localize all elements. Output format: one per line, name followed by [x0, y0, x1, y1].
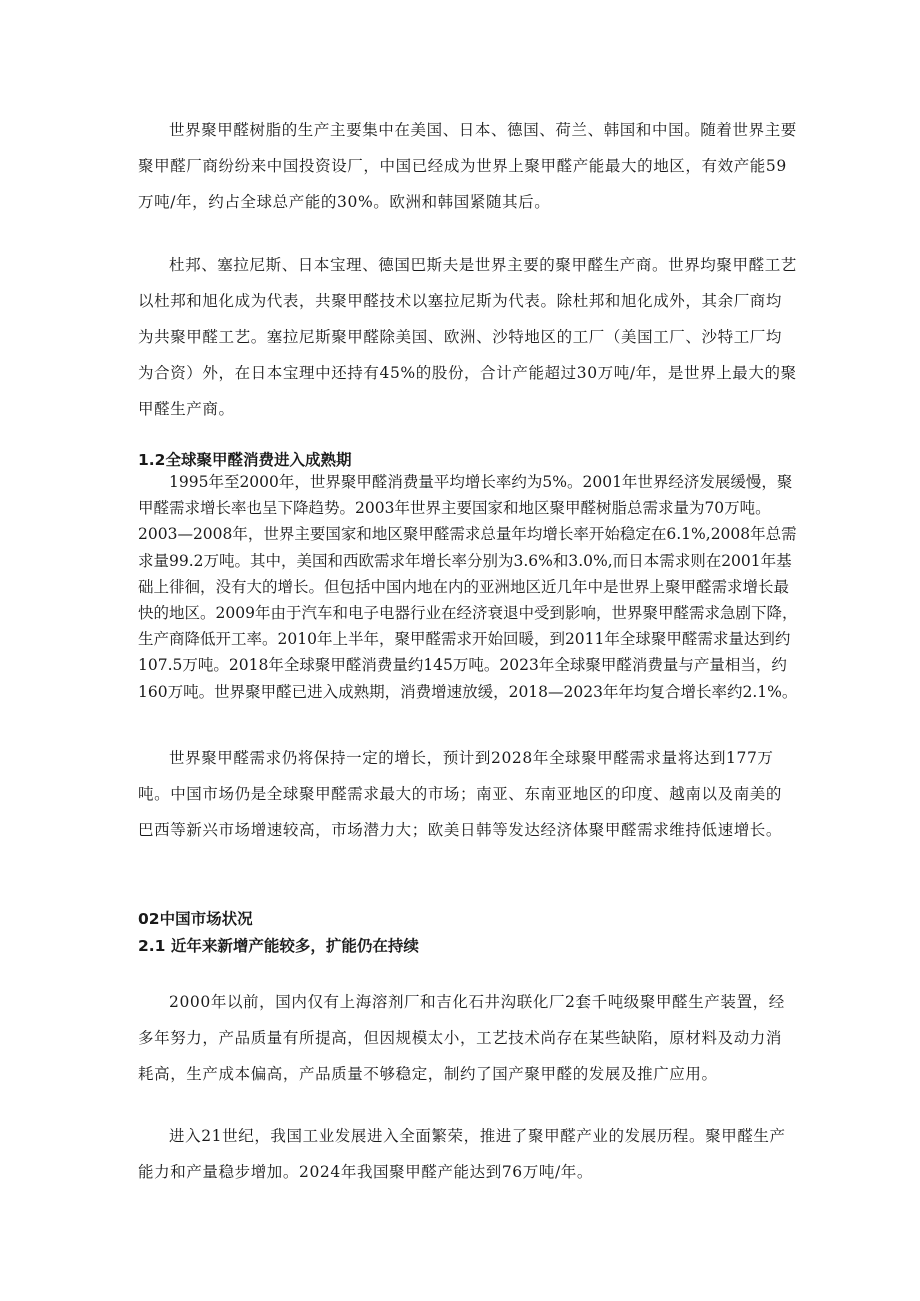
section-number: 1.2: [138, 451, 166, 469]
section-title: 近年来新增产能较多，扩能仍在持续: [165, 936, 419, 955]
section-heading-2-1: [138, 934, 419, 958]
paragraph-demand-forecast: 世界聚甲醛需求仍将保持一定的增长，预计到2028年全球聚甲醛需求量将达到177万吨。中国市场仍是全球聚甲醛需求最大的市场；南亚、东南亚地区的印度、越南以及南美的巴西等新兴市场增速较高，市场潜力大；欧美日韩等发达经济体聚甲醛需求维持低速增长。: [138, 749, 783, 839]
paragraph-production-regions: 世界聚甲醛树脂的生产主要集中在美国、日本、德国、荷兰、韩国和中国。随着世界主要聚甲醛厂商纷纷来中国投资设厂，中国已经成为世界上聚甲醛产能最大的地区，有效产能59万吨/年，约占全球总产能的30%。欧洲和韩国紧随其后。: [138, 121, 797, 211]
paragraph-major-producers: 杜邦、塞拉尼斯、日本宝理、德国巴斯夫是世界主要的聚甲醛生产商。世界均聚甲醛工艺以杜邦和旭化成为代表，共聚甲醛技术以塞拉尼斯为代表。除杜邦和旭化成外，其余厂商均为共聚甲醛工艺。塞拉尼斯聚甲醛除美国、欧洲、沙特地区的工厂（美国工厂、沙特工厂均为合资）外，在日本宝理中还持有45%的股份，合计产能超过30万吨/年，是世界上最大的聚甲醛生产商。: [138, 256, 797, 418]
paragraph-global-consumption: [138, 469, 798, 705]
section-number: 02: [138, 910, 160, 928]
paragraph-21st-century: 进入21世纪，我国工业发展进入全面繁荣，推进了聚甲醛产业的发展历程。聚甲醛生产能力和产量稳步增加。2024年我国聚甲醛产能达到76万吨/年。: [138, 1127, 786, 1181]
paragraph-early-domestic: 2000年以前，国内仅有上海溶剂厂和吉化石井沟联化厂2套千吨级聚甲醛生产装置，经多年努力，产品质量有所提高，但因规模太小，工艺技术尚存在某些缺陷，原材料及动力消耗高，生产成本偏高，产品质量不够稳定，制约了国产聚甲醛的发展及推广应用。: [138, 993, 785, 1083]
section-number: 2.1: [138, 937, 166, 955]
section-heading-02: [138, 907, 253, 931]
section-title: 全球聚甲醛消费进入成熟期: [165, 450, 352, 469]
paragraph-text: 1995年至2000年，世界聚甲醛消费量平均增长率约为5%。2001年世界经济发展缓慢，聚甲醛需求增长率也呈下降趋势。2003年世界主要国家和地区聚甲醛树脂总需求量为70万吨。2003—2008年，世界主要国家和地区聚甲醛需求总量年均增长率开始稳定在6.1%,2008年总需求量99.2万吨。其中，美国和西欧需求年增长率分别为3.6%和3.0%,而日本需求则在2001年基础上徘徊，没有大的增长。但包括中国内地在内的亚洲地区近几年中是世界上聚甲醛需求增长最快的地区。2009年由于汽车和电子电器行业在经济衰退中受到影响，世界聚甲醛需求急剧下降，生产商降低开工率。2010年上半年，聚甲醛需求开始回暖，到2011年全球聚甲醛需求量达到约107.5万吨。2018年全球聚甲醛消费量约145万吨。2023年全球聚甲醛消费量与产量相当，约160万吨。世界聚甲醛已进入成熟期，消费增速放缓，2018—2023年年均复合增长率约2.1%。: [138, 473, 798, 701]
section-title: 中国市场状况: [159, 909, 253, 928]
